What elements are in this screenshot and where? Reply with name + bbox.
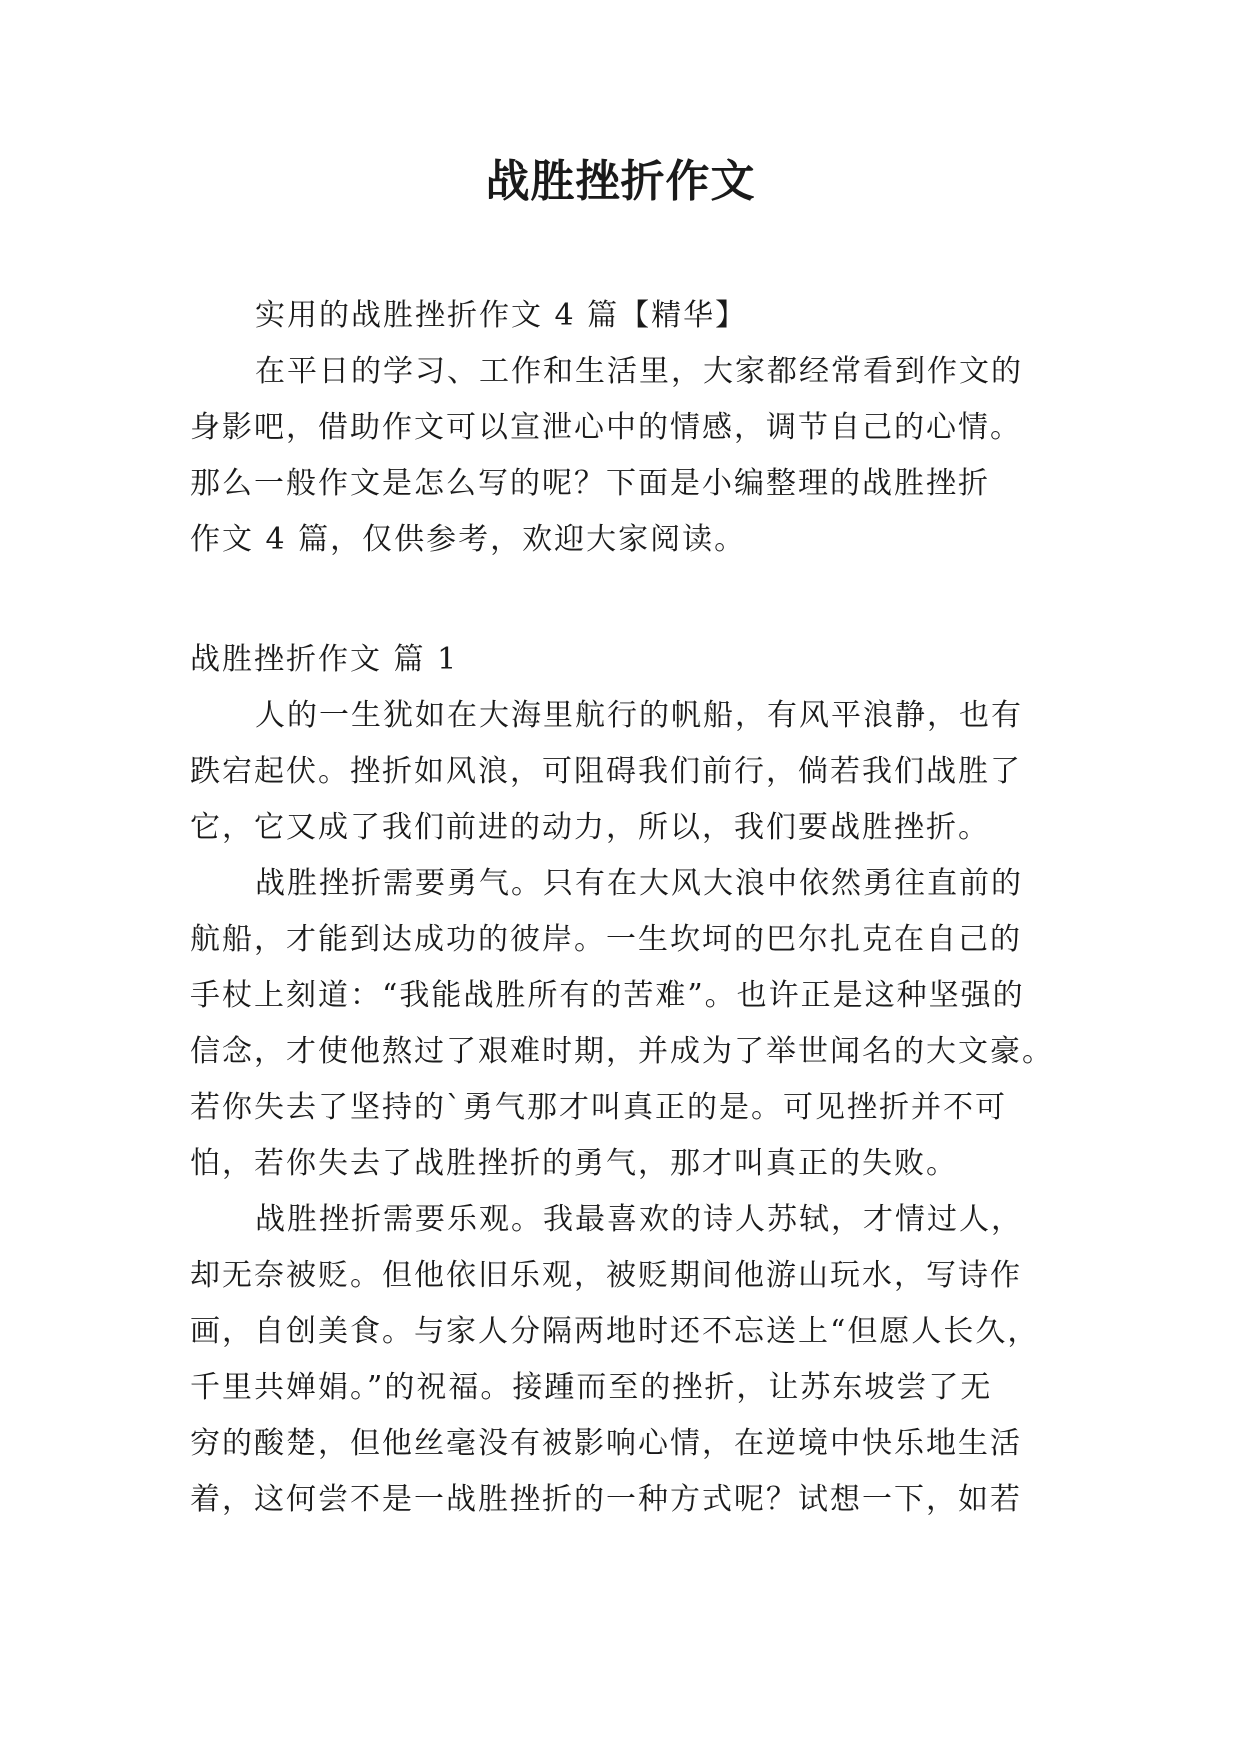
body-line: 着，这何尝不是一战胜挫折的一种方式呢？试想一下，如若 xyxy=(190,1482,1022,1517)
body-line: 战胜挫折需要乐观。我最喜欢的诗人苏轼，才情过人， xyxy=(255,1202,1023,1237)
body-line: 手杖上刻道：“我能战胜所有的苦难”。也许正是这种坚强的 xyxy=(190,978,1025,1013)
document-title: 战胜挫折作文 xyxy=(485,156,756,207)
body-line: 穷的酸楚，但他丝毫没有被影响心情，在逆境中快乐地生活 xyxy=(190,1426,1022,1461)
body-line: 它，它又成了我们前进的动力，所以，我们要战胜挫折。 xyxy=(190,810,990,845)
body-line: 却无奈被贬。但他依旧乐观，被贬期间他游山玩水，写诗作 xyxy=(190,1258,1022,1293)
body-line: 若你失去了坚持的`勇气那才叫真正的是。可见挫折并不可 xyxy=(190,1090,1007,1125)
intro-line: 作文 4 篇，仅供参考，欢迎大家阅读。 xyxy=(190,522,747,557)
body-line: 战胜挫折需要勇气。只有在大风大浪中依然勇往直前的 xyxy=(255,866,1023,901)
section-heading: 战胜挫折作文 篇 1 xyxy=(190,642,459,677)
body-line: 跌宕起伏。挫折如风浪，可阻碍我们前行，倘若我们战胜了 xyxy=(190,754,1022,789)
intro-line: 在平日的学习、工作和生活里，大家都经常看到作文的 xyxy=(255,354,1023,389)
body-line: 信念，才使他熬过了艰难时期，并成为了举世闻名的大文豪。 xyxy=(190,1034,1054,1069)
body-line: 千里共婵娟。”的祝福。接踵而至的挫折，让苏东坡尝了无 xyxy=(190,1370,993,1405)
subtitle-line: 实用的战胜挫折作文 4 篇【精华】 xyxy=(255,298,748,333)
body-line: 航船，才能到达成功的彼岸。一生坎坷的巴尔扎克在自己的 xyxy=(190,922,1022,957)
intro-line: 身影吧，借助作文可以宣泄心中的情感，调节自己的心情。 xyxy=(190,410,1022,445)
body-line: 画，自创美食。与家人分隔两地时还不忘送上“但愿人长久， xyxy=(190,1314,1040,1349)
intro-line: 那么一般作文是怎么写的呢？下面是小编整理的战胜挫折 xyxy=(190,466,990,501)
body-line: 人的一生犹如在大海里航行的帆船，有风平浪静，也有 xyxy=(255,698,1023,733)
body-line: 怕，若你失去了战胜挫折的勇气，那才叫真正的失败。 xyxy=(190,1146,958,1181)
